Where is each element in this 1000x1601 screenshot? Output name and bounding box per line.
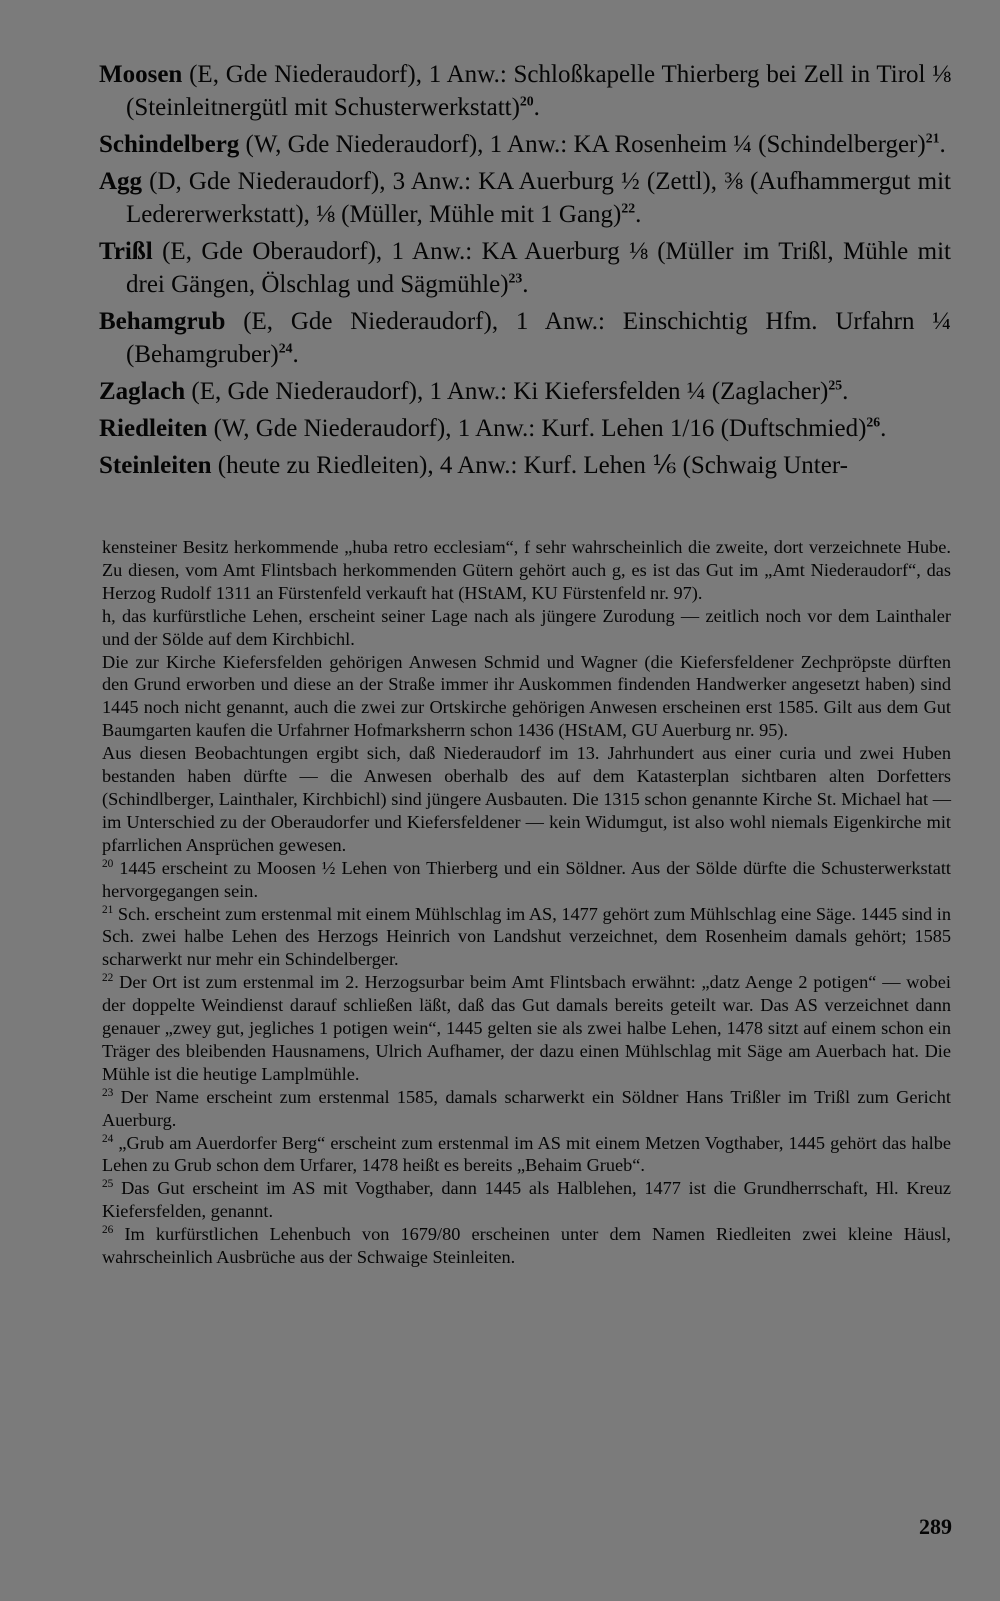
footnote-number: 21 [102, 903, 114, 916]
place-description: (W, Gde Niederaudorf), 1 Anw.: Kurf. Lehen 1/16 (Duftschmied) [213, 415, 867, 442]
footnote-text: Im kurfürstlichen Lehenbuch von 1679/80 erscheinen unter dem Namen Riedleiten zwei kleine Häusl, wahrscheinlich Ausbrüche aus der Schwaige Steinleiten. [102, 1224, 951, 1268]
place-description: (D, Gde Niederaudorf), 3 Anw.: KA Auerburg ½ (Zettl), ⅜ (Aufhammergut mit Ledererwerkstatt), ⅛ (Müller, Mühle mit 1 Gang) [126, 168, 952, 228]
footnote [102, 1132, 951, 1178]
place-entry [99, 235, 951, 301]
place-name: Trißl [99, 238, 153, 265]
place-name: Riedleiten [99, 415, 208, 442]
footnote-ref: 26 [866, 414, 881, 430]
place-name: Behamgrub [99, 308, 226, 335]
footnote-text: Aus diesen Beobachtungen ergibt sich, daß Niederaudorf im 13. Jahrhundert aus einer curia und zwei Huben bestanden haben dürfte — die Anwesen oberhalb des auf dem Katasterplan sichtbaren alten Dorfetters (Schindlberger, Lainthaler, Kirchbichl) sind jüngere Ausbauten. Die 1315 schon genannte Kirche St. Michael hat — im Unterschied zu der Oberaudorfer und Kiefersfeldener — kein Widumgut, ist also wohl niemals Eigenkirche mit pfarrlichen Ansprüchen gewesen. [102, 743, 951, 855]
place-entry [99, 412, 951, 445]
footnote-number: 24 [102, 1132, 114, 1145]
footnote [102, 742, 951, 857]
entry-end: . [880, 415, 887, 442]
footnote-ref: 20 [519, 93, 534, 109]
place-entry [99, 165, 951, 231]
place-description: (heute zu Riedleiten), 4 Anw.: Kurf. Lehen ⅙ (Schwaig Unter- [217, 452, 848, 479]
footnote [102, 903, 951, 972]
footnote-ref: 25 [828, 377, 843, 393]
place-entry [99, 449, 951, 482]
footnote-text: Der Ort ist zum erstenmal im 2. Herzogsurbar beim Amt Flintsbach erwähnt: „datz Aenge 2 potigen“ — wobei der doppelte Weindienst darauf schließen läßt, daß das Gut damals bereits geteilt war. Das AS verzeichnet dann genauer „zwey gut, jegliches 1 potigen wein“, 1445 gelten sie als zwei halbe Lehen, 1478 sitzt auf einem schon ein Träger des bleibenden Hausnamens, Ulrich Aufhamer, der dazu einen Mühlschlag mit Säge am Auerbach hat. Die Mühle ist die heutige Lamplmühle. [102, 972, 951, 1084]
footnote-number: 20 [102, 857, 114, 870]
place-name: Zaglach [99, 378, 186, 405]
place-description: (E, Gde Niederaudorf), 1 Anw.: Schloßkapelle Thierberg bei Zell in Tirol ⅛ (Steinleitnergütl mit Schusterwerkstatt) [126, 61, 952, 121]
place-entry [99, 128, 951, 161]
footnote [102, 1177, 951, 1223]
place-entries [99, 58, 951, 486]
footnote [102, 536, 951, 605]
footnote-text: Der Name erscheint zum erstenmal 1585, damals scharwerkt ein Söldner Hans Trißler im Trißl zum Gericht Auerburg. [102, 1086, 951, 1130]
footnote-number: 26 [102, 1224, 114, 1237]
page-number: 289 [919, 1514, 952, 1539]
entry-end: . [939, 131, 946, 158]
footnote-text: Die zur Kirche Kiefersfelden gehörigen Anwesen Schmid und Wagner (die Kiefersfeldener Zechpröpste dürften den Grund erworben und diese an der Straße immer ihr Auskommen findenden Handwerker angesetzt haben) sind 1445 noch nicht genannt, auch die zwei zur Ortskirche gehörigen Anwesen erscheinen erst 1585. Gilt aus dem Gut Baumgarten kaufen die Urfahrner Hofmarksherrn schon 1436 (HStAM, GU Auerburg nr. 95). [102, 651, 951, 741]
footnote-text: Sch. erscheint zum erstenmal mit einem Mühlschlag im AS, 1477 gehört zum Mühlschlag eine Säge. 1445 sind in Sch. zwei halbe Lehen des Herzogs Heinrich von Landshut verzeichnet, dem Rosenheim damals gehört; 1585 scharwerkt nur mehr ein Schindelberger. [102, 903, 951, 970]
place-name: Moosen [99, 61, 183, 88]
entry-end: . [533, 94, 540, 121]
footnote-number: 25 [102, 1178, 114, 1191]
footnote-ref: 24 [278, 340, 293, 356]
place-description: (E, Gde Niederaudorf), 1 Anw.: Einschichtig Hfm. Urfahrn ¼ (Behamgruber) [126, 308, 951, 368]
place-description: (W, Gde Niederaudorf), 1 Anw.: KA Rosenheim ¼ (Schindelberger) [245, 131, 926, 158]
footnote [102, 651, 951, 743]
footnote [102, 857, 951, 903]
footnote-ref: 22 [621, 200, 636, 216]
place-description: (E, Gde Oberaudorf), 1 Anw.: KA Auerburg ⅛ (Müller im Trißl, Mühle mit drei Gängen, Ölschlag und Sägmühle) [126, 238, 951, 298]
footnotes [102, 536, 951, 1269]
footnote-number: 23 [102, 1086, 114, 1099]
place-name: Agg [99, 168, 143, 195]
place-entry [99, 305, 951, 371]
footnote-text: kensteiner Besitz herkommende „huba retro ecclesiam“, f sehr wahrscheinlich die zweite, dort verzeichnete Hube. Zu diesen, vom Amt Flintsbach herkommenden Gütern gehört auch g, es ist das Gut im „Amt Niederaudorf“, das Herzog Rudolf 1311 an Fürstenfeld verkauft hat (HStAM, KU Fürstenfeld nr. 97). [102, 537, 951, 603]
footnote [102, 1223, 951, 1269]
place-name: Steinleiten [99, 452, 212, 479]
place-name: Schindelberg [99, 131, 240, 158]
footnote-text: 1445 erscheint zu Moosen ½ Lehen von Thierberg und ein Söldner. Aus der Sölde dürfte die Schusterwerkstatt hervorgegangen sein. [102, 857, 951, 901]
footnote-ref: 21 [925, 130, 940, 146]
place-entry [99, 58, 951, 124]
footnote-text: „Grub am Auerdorfer Berg“ erscheint zum erstenmal im AS mit einem Metzen Vogthaber, 1445 gehört das halbe Lehen zu Grub schon dem Urfarer, 1478 heißt es bereits „Behaim Grueb“. [102, 1132, 951, 1176]
entry-end: . [842, 378, 849, 405]
footnote-ref: 23 [508, 270, 523, 286]
footnote-text: Das Gut erscheint im AS mit Vogthaber, dann 1445 als Halblehen, 1477 ist die Grundherrschaft, Hl. Kreuz Kiefersfelden, genannt. [102, 1178, 951, 1222]
footnote [102, 971, 951, 1086]
footnote-text: h, das kurfürstliche Lehen, erscheint seiner Lage nach als jüngere Zurodung — zeitlich noch vor dem Lainthaler und der Sölde auf dem Kirchbichl. [102, 605, 951, 649]
place-entry [99, 375, 951, 408]
footnote [102, 605, 951, 651]
entry-end: . [292, 341, 299, 368]
place-description: (E, Gde Niederaudorf), 1 Anw.: Ki Kiefersfelden ¼ (Zaglacher) [191, 378, 829, 405]
entry-end: . [522, 271, 529, 298]
footnote [102, 1086, 951, 1132]
footnote-number: 22 [102, 972, 114, 985]
entry-end: . [635, 201, 642, 228]
